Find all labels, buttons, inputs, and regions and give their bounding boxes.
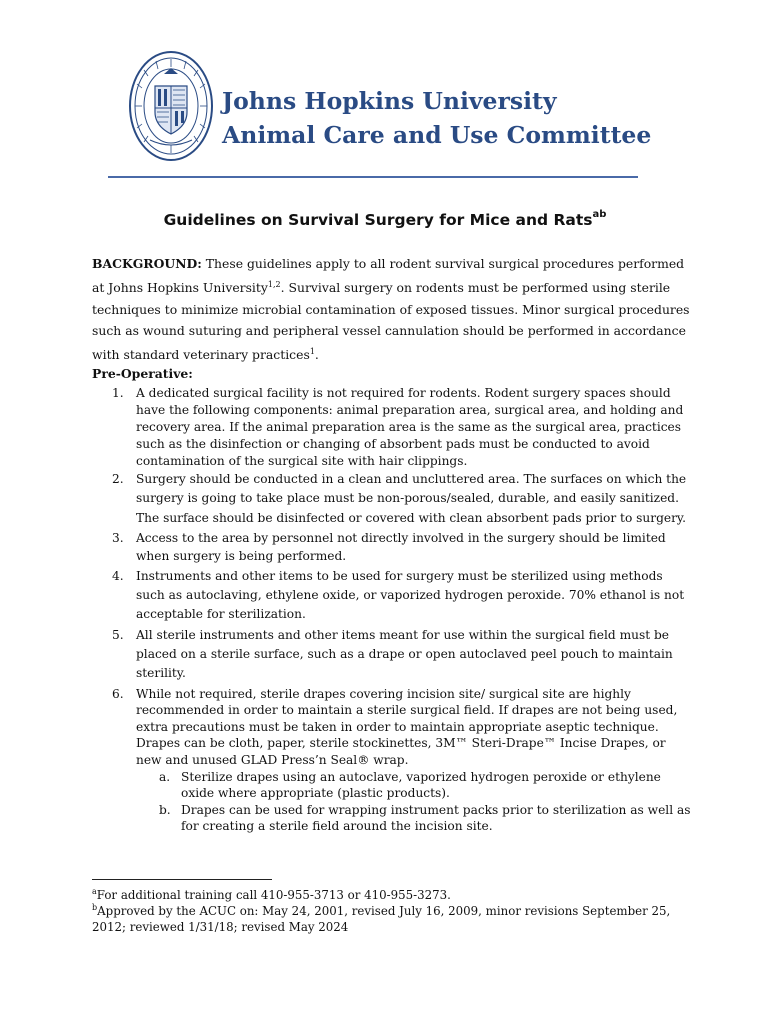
sub-item-letter: a. <box>159 769 171 784</box>
list-number: 5. <box>112 627 124 642</box>
preoperative-heading: Pre-Operative: <box>92 366 193 381</box>
footnote-marker: b <box>92 903 98 912</box>
background-text-2: . Survival surgery on rodents must be performed using sterile techniques to minimize microbial contamination of exposed tissues. Minor surgical procedures such as wound suturing and peripheral vessel cannulation should be performed in accordance with standard veterinary practices <box>92 280 690 363</box>
list-number: 2. <box>112 472 124 486</box>
list-item-3 <box>92 529 692 566</box>
sub-item-letter: b. <box>159 802 171 817</box>
org-line-committee: Animal Care and Use Committee <box>222 121 652 149</box>
background-text-3: . <box>314 347 319 363</box>
sub-item-text: Drapes can be used for wrapping instrument packs prior to sterilization as well as for creating a sterile field around the incision site. <box>181 802 691 834</box>
university-seal-icon <box>128 50 214 162</box>
document-title <box>0 211 770 229</box>
sub-item-text: Sterilize drapes using an autoclave, vaporized hydrogen peroxide or ethylene oxide where appropriate (plastic products). <box>181 769 661 801</box>
list-number: 4. <box>112 568 124 583</box>
preoperative-list <box>92 385 692 835</box>
footnote-b <box>92 900 692 935</box>
list-number: 6. <box>112 686 124 701</box>
background-ref-2: 1 <box>309 347 315 357</box>
org-line-university: Johns Hopkins University <box>222 87 557 115</box>
list-text: A dedicated surgical facility is not required for rodents. Rodent surgery spaces should have the following components: animal preparation area, surgical area, and holding and recovery area. If the animal preparation area is the same as the surgical area, practices such as the disinfection or changing of absorbent pads must be conducted to avoid contamination of the surgical site with hair clippings. <box>136 386 684 468</box>
sub-item-a <box>92 769 692 802</box>
list-item-1 <box>92 385 692 470</box>
footnote-marker: a <box>92 887 97 896</box>
list-text: All sterile instruments and other items meant for use within the surgical field must be placed on a sterile surface, such as a drape or open autoclaved peel pouch to maintain sterility. <box>136 627 673 681</box>
list-item-6 <box>92 686 692 769</box>
background-label: BACKGROUND: <box>92 256 202 271</box>
list-text: While not required, sterile drapes covering incision site/ surgical site are highly recommended in order to maintain a sterile surgical field. If drapes are not being used, extra precautions must be taken in order to maintain appropriate aseptic technique. Drapes can be cloth, paper, sterile stockinettes, 3M™ Steri-Drape™ Incise Drapes, or new and unused GLAD Press’n Seal® wrap. <box>136 686 678 768</box>
list-item-2 <box>92 470 692 528</box>
list-number: 1. <box>112 386 124 400</box>
footnote-divider <box>92 879 272 880</box>
list-text: Access to the area by personnel not directly involved in the surgery should be limited when surgery is being performed. <box>136 530 666 564</box>
organization-name <box>222 84 651 152</box>
footnote-text: Approved by the ACUC on: May 24, 2001, revised July 16, 2009, minor revisions September 25, 2012; reviewed 1/31/18; revised May 2024 <box>92 903 671 934</box>
background-ref-1: 1,2 <box>267 280 281 290</box>
list-text: Instruments and other items to be used for surgery must be sterilized using methods such as autoclaving, ethylene oxide, or vaporized hydrogen peroxide. 70% ethanol is not acceptable for sterilization. <box>136 568 685 622</box>
sub-item-b <box>92 802 692 835</box>
list-number: 3. <box>112 530 124 545</box>
background-text-1: These guidelines apply to all rodent survival surgical procedures performed at Johns Hopkins University <box>92 256 685 296</box>
title-text: Guidelines on Survival Surgery for Mice and Rats <box>163 211 593 230</box>
list-item-5 <box>92 626 692 684</box>
list-item-4 <box>92 567 692 625</box>
footnote-text: For additional training call 410-955-3713 or 410-955-3273. <box>96 887 451 902</box>
title-footnote-marker: ab <box>592 209 607 220</box>
list-text: Surgery should be conducted in a clean and uncluttered area. The surfaces on which the surgery is going to take place must be non-porous/sealed, durable, and easily sanitized. The surface should be disinfected or covered with clean absorbent pads prior to surgery. <box>136 472 687 525</box>
background-paragraph <box>92 253 692 366</box>
header-divider <box>108 176 638 178</box>
